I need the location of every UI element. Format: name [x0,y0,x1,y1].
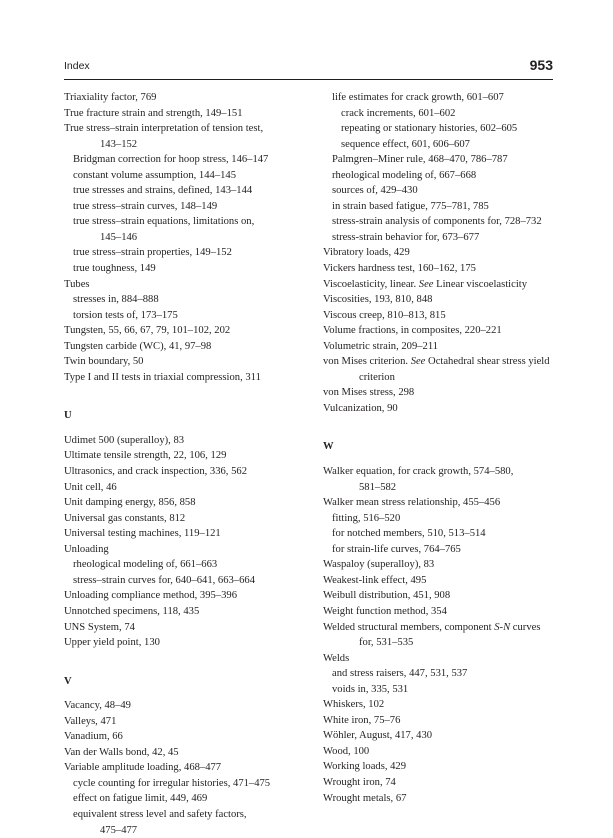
index-entry [64,168,304,184]
index-entry [323,292,573,308]
entry-text: Type I and II tests in triaxial compression, 311 [64,371,261,383]
index-column-left [64,90,304,838]
index-entry [64,620,304,636]
index-entry [323,339,573,355]
entry-text: Vanadium, 66 [64,731,123,743]
index-entry [64,292,304,308]
entry-text: Welds [323,652,350,664]
index-entry [323,666,573,682]
entry-text: sources of, 429–430 [332,185,418,197]
entry-text: Unit damping energy, 856, 858 [64,497,196,509]
index-column-right [323,90,573,806]
entry-text: Wood, 100 [323,745,370,757]
index-entry [64,807,304,823]
index-entry [64,791,304,807]
index-entry [323,791,573,807]
index-entry [323,277,573,293]
index-entry [323,573,573,589]
section-letter [323,439,573,455]
entry-text: true stress–strain equations, limitations on, [73,216,255,228]
index-entry [323,635,573,651]
index-entry [323,620,573,636]
index-entry [64,604,304,620]
entry-text: stresses in, 884–888 [73,294,159,306]
index-entry [323,308,573,324]
index-entry [323,604,573,620]
index-entry [323,385,573,401]
index-entry [64,245,304,261]
index-entry [323,261,573,277]
entry-text-after: Octahedral shear stress yield [425,356,550,368]
entry-text: Palmgren–Miner rule, 468–470, 786–787 [332,154,508,166]
entry-text: for, 531–535 [359,637,414,649]
entry-text: Welded structural members, component [323,621,495,633]
entry-text: in strain based fatigue, 775–781, 785 [332,200,489,212]
entry-text: true stress–strain properties, 149–152 [73,247,232,259]
entry-text: Vacancy, 48–49 [64,700,131,712]
entry-text: Universal testing machines, 119–121 [64,528,221,540]
index-entry [323,401,573,417]
index-entry [64,745,304,761]
entry-text: stress-strain analysis of components for, 728–732 [332,216,542,228]
entry-text: Tubes [64,278,90,290]
index-entry [323,152,573,168]
entry-text: Waspaloy (superalloy), 83 [323,559,435,571]
index-entry [323,121,573,137]
index-entry [64,214,304,230]
entry-text: Weakest-link effect, 495 [323,574,427,586]
entry-text: Triaxiality factor, 769 [64,92,157,103]
entry-text: Variable amplitude loading, 468–477 [64,762,222,774]
entry-text: Wöhler, August, 417, 430 [323,730,433,742]
index-entry [64,588,304,604]
index-entry [64,433,304,449]
index-entry [64,199,304,215]
entry-text: 145–146 [100,231,138,243]
index-entry [323,370,573,386]
section-letter [64,408,304,424]
index-entry [323,526,573,542]
index-entry [323,697,573,713]
entry-text: sequence effect, 601, 606–607 [341,138,470,150]
index-entry [64,542,304,558]
entry-text: Unloading [64,543,109,555]
entry-text: Vickers hardness test, 160–162, 175 [323,263,476,275]
entry-text: Volumetric strain, 209–211 [323,340,439,352]
entry-text: for notched members, 510, 513–514 [332,528,486,540]
index-entry [323,775,573,791]
entry-text: Ultrasonics, and crack inspection, 336, 562 [64,466,247,478]
index-entry [64,339,304,355]
entry-text: Universal gas constants, 812 [64,512,186,524]
index-entry [64,776,304,792]
entry-text: Bridgman correction for hoop stress, 146–147 [73,154,269,166]
index-entry [64,714,304,730]
entry-text: rheological modeling of, 661–663 [73,559,218,571]
entry-text: Walker mean stress relationship, 455–456 [323,497,501,509]
entry-text: White iron, 75–76 [323,714,401,726]
entry-text: stress-strain behavior for, 673–677 [332,231,480,243]
index-entry [64,698,304,714]
entry-text: UNS System, 74 [64,621,135,633]
entry-text: true stresses and strains, defined, 143–144 [73,185,253,197]
index-entry [323,199,573,215]
index-entry [64,261,304,277]
entry-text: Valleys, 471 [64,715,117,727]
index-entry [64,137,304,153]
index-entry [323,557,573,573]
index-entry [64,183,304,199]
index-entry [64,511,304,527]
entry-text: true toughness, 149 [73,263,156,275]
index-entry [64,230,304,246]
entry-text: effect on fatigue limit, 449, 469 [73,793,208,805]
index-entry [323,651,573,667]
entry-text: Udimet 500 (superalloy), 83 [64,434,185,446]
index-entry [64,495,304,511]
entry-text: Tungsten, 55, 66, 67, 79, 101–102, 202 [64,325,231,337]
index-entry [64,277,304,293]
entry-text: fitting, 516–520 [332,512,401,524]
entry-text: rheological modeling of, 667–668 [332,169,477,181]
entry-text: V [64,675,72,687]
index-entry [323,682,573,698]
index-entry [323,168,573,184]
entry-text: constant volume assumption, 144–145 [73,169,237,181]
entry-text: torsion tests of, 173–175 [73,309,178,321]
index-entry [64,448,304,464]
entry-text: equivalent stress level and safety factors, [73,808,247,820]
index-entry [323,495,573,511]
index-entry [323,214,573,230]
entry-text: True stress–strain interpretation of tension test, [64,123,264,135]
index-entry [64,464,304,480]
entry-text: von Mises stress, 298 [323,387,415,399]
entry-text: Walker equation, for crack growth, 574–580, [323,466,514,478]
entry-text: von Mises criterion. [323,356,411,368]
index-entry [323,728,573,744]
index-entry [64,308,304,324]
entry-text: Vibratory loads, 429 [323,247,410,259]
entry-text: Viscous creep, 810–813, 815 [323,309,446,321]
index-entry [64,573,304,589]
entry-italic-text: S-N [494,621,511,633]
section-letter [64,674,304,690]
index-entry [323,588,573,604]
entry-text: Weight function method, 354 [323,605,447,617]
entry-italic-text: See [410,356,426,368]
index-entry [323,137,573,153]
index-entry [323,464,573,480]
index-entry [323,245,573,261]
entry-text: Weibull distribution, 451, 908 [323,590,451,602]
entry-text: Tungsten carbide (WC), 41, 97–98 [64,340,212,352]
entry-text: Wrought metals, 67 [323,792,407,804]
entry-text: 143–152 [100,138,138,150]
index-entry [323,106,573,122]
index-entry [64,760,304,776]
entry-text: true stress–strain curves, 148–149 [73,200,218,212]
index-entry [323,230,573,246]
entry-text: Unit cell, 46 [64,481,117,493]
entry-text: Viscoelasticity, linear. [323,278,419,290]
index-entry [64,729,304,745]
entry-text: 581–582 [359,481,397,493]
index-entry [323,759,573,775]
index-entry [323,744,573,760]
index-entry [64,823,304,838]
entry-text: crack increments, 601–602 [341,107,456,119]
entry-italic-text: See [418,278,434,290]
index-entry [323,323,573,339]
entry-text: Whiskers, 102 [323,699,385,711]
index-entry [323,542,573,558]
running-header [64,58,553,80]
entry-text: criterion [359,371,395,383]
entry-text-after: curves [510,621,541,633]
entry-text: Vulcanization, 90 [323,402,398,414]
entry-text: Viscosities, 193, 810, 848 [323,294,433,306]
entry-text: Ultimate tensile strength, 22, 106, 129 [64,450,227,462]
index-entry [64,635,304,651]
index-entry [64,480,304,496]
index-entry [64,323,304,339]
entry-text: Twin boundary, 50 [64,356,144,368]
index-entry [64,526,304,542]
entry-text: Wrought iron, 74 [323,776,396,788]
index-entry [64,152,304,168]
index-entry [64,370,304,386]
entry-text: cycle counting for irregular histories, 471–475 [73,777,271,789]
entry-text: Van der Walls bond, 42, 45 [64,746,179,758]
entry-text: Unnotched specimens, 118, 435 [64,605,200,617]
index-entry [64,354,304,370]
entry-text: True fracture strain and strength, 149–151 [64,107,243,119]
index-entry [64,557,304,573]
entry-text: Volume fractions, in composites, 220–221 [323,325,502,337]
index-entry [323,713,573,729]
index-entry [323,511,573,527]
entry-text: for strain-life curves, 764–765 [332,543,461,555]
entry-text: Upper yield point, 130 [64,637,160,649]
entry-text: and stress raisers, 447, 531, 537 [332,668,468,680]
entry-text-after: Linear viscoelasticity [433,278,528,290]
entry-text: repeating or stationary histories, 602–605 [341,123,518,135]
entry-text: life estimates for crack growth, 601–607 [332,92,504,103]
index-entry [323,90,573,106]
entry-text: stress–strain curves for, 640–641, 663–664 [73,574,255,586]
entry-text: Working loads, 429 [323,761,407,773]
index-entry [323,183,573,199]
index-entry [323,480,573,496]
index-entry [64,90,304,106]
entry-text: U [64,410,72,422]
entry-text: 475–477 [100,824,138,836]
entry-text: W [323,441,334,453]
header-title: Index [64,60,90,72]
index-entry [64,121,304,137]
index-entry [323,354,573,370]
entry-text: voids in, 335, 531 [332,683,409,695]
page-number: 953 [529,57,553,73]
index-entry [64,106,304,122]
entry-text: Unloading compliance method, 395–396 [64,590,237,602]
